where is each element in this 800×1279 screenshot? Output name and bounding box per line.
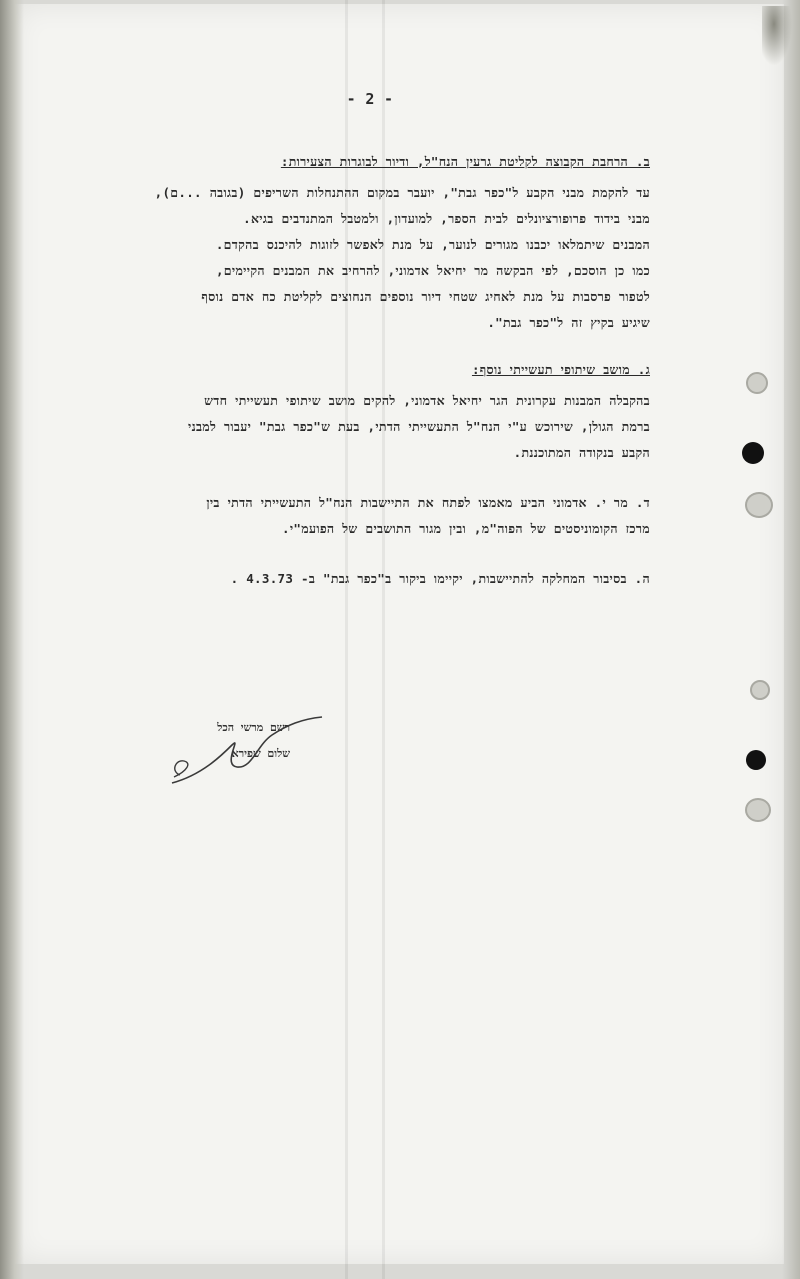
signature-line: רשם מרשי הכל (217, 721, 290, 734)
text-line: ה. בסיבור המחלקה להתיישבות, יקיימו ביקור ב"כפר גבת" ב- 4.3.73 . (230, 571, 650, 586)
text-line: שיגיע בקיץ זה ל"כפר גבת". (487, 315, 650, 330)
punch-hole-icon (750, 680, 770, 700)
text-line: בהקבלה המבנות עקרונית הגר יחיאל אדמוני, להקים מושב שיתופי תעשייתי חדש (204, 393, 650, 408)
text-line: עד להקמת מבני הקבע ל"כפר גבת", יועבר במקום ההתנחלות השריפים (בגובה ...ם), (154, 185, 650, 200)
punch-hole-icon (742, 442, 764, 464)
page-edge-right (782, 0, 800, 1279)
section-heading: ג. מושב שיתופי תעשייתי נוסף: (471, 362, 650, 377)
text-line: הקבע בנקודה המתוכננת. (513, 445, 650, 460)
punch-hole-icon (746, 372, 768, 394)
handwritten-signature (162, 705, 332, 795)
punch-hole-icon (746, 750, 766, 770)
torn-corner (762, 6, 792, 66)
section-d (90, 490, 650, 542)
text-line: ברמת הגולן, שירוכש ע"י הנח"ל התעשייתי הדתי, בעת ש"כפר גבת" יעבור למבני (188, 419, 650, 434)
section-b (90, 152, 650, 336)
text-line: מרכז הקומוניסטים של הפוה"מ, ובין מגור התושבים של הפועמ"י. (282, 521, 650, 536)
punch-hole-icon (745, 798, 771, 822)
section-g (90, 360, 650, 466)
page-edge-left (0, 0, 24, 1279)
signature-line: שלום שפירא (231, 747, 290, 760)
section-heading: ב. הרחבת הקבוצה לקליטת גרעין הנח"ל, ודיור לבוגרות הצעירות: (280, 154, 650, 169)
document-body (90, 90, 650, 616)
page-number: - 2 - (346, 90, 394, 108)
text-line: המבנים שיתמלאו יכבנו מגורים לנוער, על מנת לאפשר לזוגות להיכנס בהקדם. (215, 237, 650, 252)
text-line: כמו כן הוסכם, לפי הבקשה מר יחיאל אדמוני, להרחיב את המבנים הקיימים, (215, 263, 650, 278)
text-line: מבני בידוד פרופורציונלים לבית הספר, למועדון, ולמטבל המתנדבים בגיא. (243, 211, 650, 226)
text-line: ד. מר י. אדמוני הביע מאמצו לפתח את התיישבות הנח"ל התעשייתי הדתי בין (206, 495, 650, 510)
punch-hole-icon (745, 492, 773, 518)
text-line: לטפור פרסבות על מנת לאחיג שטחי דיור נוספים הנחוצים לקליטת כח אדם נוסף (201, 289, 650, 304)
section-h (90, 566, 650, 592)
